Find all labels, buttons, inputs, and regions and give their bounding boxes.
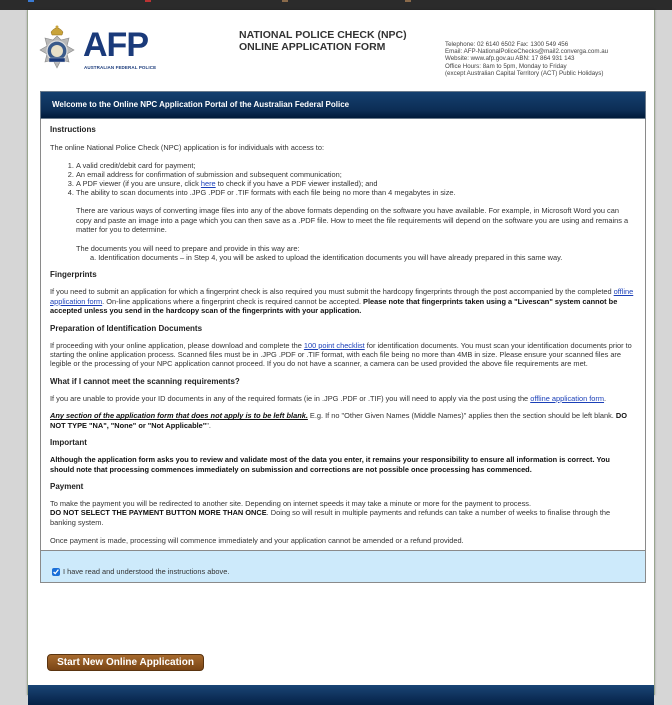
section-heading-fingerprints: Fingerprints [50,270,97,280]
contact-phone: Telephone: 02 6140 6502 Fax: 1300 549 456 [445,41,569,48]
text: If proceeding with your online application, please download and complete the [50,340,304,350]
logo-subtext: AUSTRALIAN FEDERAL POLICE [84,65,157,70]
payment-warning: DO NOT SELECT THE PAYMENT BUTTON MORE THAN ONCE [50,508,267,518]
text: If you need to submit an application for which a fingerprint check is also required you must submit the hardcopy fingerprints through the post accompanied by the completed [50,287,614,297]
page-container [27,10,655,695]
text: ". [206,420,211,430]
list-item: 4. The ability to scan documents into .JPG .PDF or .TIF formats with each file being no more than 4 megabytes in size. [76,188,635,197]
offline-form-link[interactable]: offline application form [50,287,634,306]
requirements-list [76,161,635,197]
text: To make the payment you will be redirected to another site. Depending on internet speeds it may take a minute or more for the payment to process. [50,498,532,508]
page-header [28,10,654,90]
acknowledge-checkbox[interactable] [52,568,60,576]
fingerprints-text [50,287,635,315]
payment-final-text: Once payment is made, processing will commence immediately and your application cannot be amended or a refund provided. [50,536,464,546]
text: If you are unable to provide your ID documents in any of the required formats (ie in .JPG .PDF or .TIF) you will need to apply via the post using the [50,393,531,403]
offline-form-link-2[interactable]: offline application form [530,393,605,403]
instructions-intro: The online National Police Check (NPC) application is for individuals with access to: [50,143,324,152]
list-item-text: to check if you have a PDF viewer installed); and [215,179,378,189]
contact-hours: Office Hours: 8am to 5pm, Monday to Friday [445,62,567,70]
pdf-check-link[interactable]: here [200,179,216,189]
acknowledge-row[interactable] [40,551,646,583]
section-heading-important: Important [50,438,87,448]
welcome-banner: Welcome to the Online NPC Application Portal of the Australian Federal Police [40,91,646,119]
afp-logo [36,20,166,75]
start-application-button[interactable]: Start New Online Application [47,654,204,671]
list-item-text: A PDF viewer (if you are unsure, click [76,179,201,189]
fingerprints-warning: Please note that fingerprints taken using a "Livescan" system cannot be accepted unless you send in the hardcopy scan of the fingerprints with your application. [50,296,618,316]
scanning-text [50,394,635,403]
text: . On-line applications where a fingerprint check is required cannot be accepted. [102,296,364,306]
checklist-link[interactable]: 100 point checklist [303,340,365,350]
text: for identification documents. You must scan your identification documents prior to starting the online application process. Scanned files must be in .JPG .PDF or .TIF format, with each file being no more than 4MB in size. Please ensure your scanned files are legible or the processing of your NPC application cannot proceed. If you do not have a scanner, a camera can be used provided the above file requirements are met. [50,340,632,369]
browser-tab-icon [28,0,34,2]
browser-top-bar [0,0,672,10]
preparation-text [50,341,635,369]
title-line-2: ONLINE APPLICATION FORM [239,40,386,53]
instructions-panel [40,91,646,583]
text: . Doing so will result in multiple payments and refunds can take a number of weeks to finalise through the banking system. [50,508,611,527]
text: . [604,393,607,403]
payment-text [50,499,635,527]
docs-intro: The documents you will need to prepare and provide in this way are: [76,243,300,253]
logo-text: AFP [83,26,148,64]
section-heading-payment: Payment [50,481,84,491]
browser-tab-icon [405,0,411,2]
instructions-content [40,119,646,551]
acknowledge-label: I have read and understood the instructions above. [63,567,230,576]
browser-tab-icon [282,0,288,2]
important-text: Although the application form asks you to review and validate most of the data you enter, it remains your responsibility to ensure all information is correct. You should note that processing commences immediately on submission and corrections are not possible once processing has commenced. [50,455,610,474]
text: E.g. If no "Other Given Names (Middle Names)" applies then the section should be left blank. [307,411,616,421]
section-heading-preparation: Preparation of Identification Documents [50,323,203,333]
section-heading-scanning: What if I cannot meet the scanning requirements? [50,376,240,386]
page-footer [28,685,654,705]
blank-warning: DO NOT TYPE "NA", "None" or "Not Applicable" [50,411,627,430]
blank-section-note [50,411,635,430]
page-title [239,30,407,53]
convert-text: There are various ways of converting image files into any of the above formats depending on the software you have available. For example, in Microsoft Word you can copy and paste an image into a page which you can then save as a .PDF file. How to meet the file requirements will depend on the software you are using and remains a matter for you to determine. [76,206,629,235]
contact-info [445,41,608,77]
docs-item: a. Identification documents – in Step 4, you will be asked to upload the identification documents you will have already prepared in this same way. [90,253,563,263]
title-line-1: NATIONAL POLICE CHECK (NPC) [239,29,407,41]
contact-website: Website: www.afp.gov.au ABN: 17 864 931 143 [445,55,575,63]
contact-email: Email: AFP-NationalPoliceChecks@mail2.converga.com.au [445,48,609,56]
police-badge-icon [36,22,78,72]
contact-hours-note: (except Australian Capital Territory (ACT) Public Holidays) [445,69,604,77]
section-heading-instructions: Instructions [50,125,96,134]
blank-emphasis: Any section of the application form that does not apply is to be left blank. [50,411,308,421]
list-item [76,179,635,188]
list-item: 2. An email address for confirmation of submission and subsequent communication; [76,170,635,179]
list-item: 1. A valid credit/debit card for payment; [76,161,635,170]
browser-tab-icon [145,0,151,2]
